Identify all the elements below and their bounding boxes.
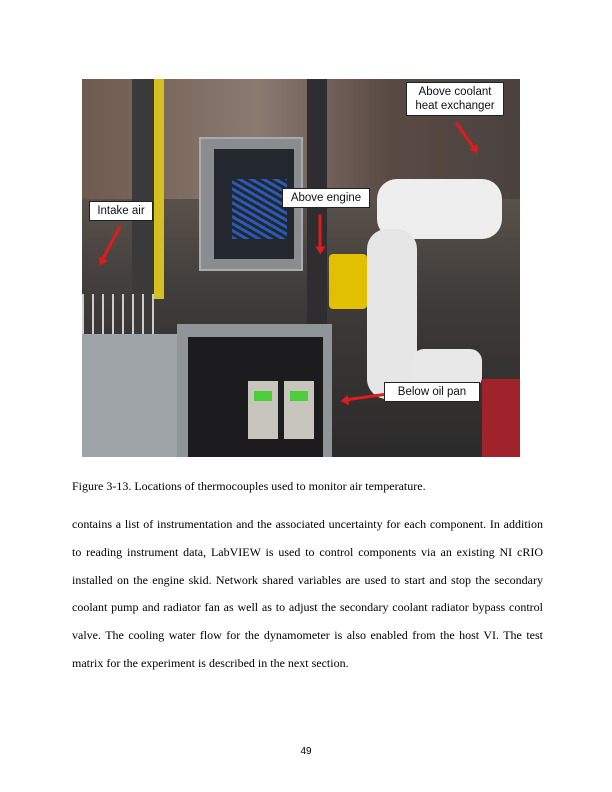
wires [232, 179, 287, 239]
arrow-intake [101, 226, 121, 261]
red-tank [482, 379, 520, 457]
label-above-coolant: Above coolant heat exchanger [406, 82, 504, 116]
figure-caption: Figure 3-13. Locations of thermocouples used to monitor air temperature. [72, 479, 426, 493]
thermocouple-locations-photo [82, 79, 520, 457]
arrow-engine [319, 215, 322, 249]
controller-module [248, 381, 278, 439]
cabinet-door [82, 334, 177, 457]
body-paragraph: contains a list of instrumentation and the associated uncertainty for each component. In addition to reading instrument data, LabVIEW is used to control components via an existing NI cRIO installed on the engine skid. Network shared variables are used to start and stop the secondary coolant pump and radiator fan as well as to adjust the secondary coolant radiator bypass control valve. The cooling water flow for the dynamometer is also enabled from the host VI. The test matrix for the experiment is described in the next section. [72, 517, 543, 670]
yellow-jug [329, 254, 367, 309]
label-above-engine: Above engine [282, 188, 370, 208]
insulation-wrap [367, 229, 417, 399]
yellow-pipe [154, 79, 164, 299]
controller-display [290, 391, 308, 401]
label-intake-air: Intake air [89, 201, 153, 221]
controller-display [254, 391, 272, 401]
label-below-oil-pan: Below oil pan [384, 382, 480, 402]
controller-module [284, 381, 314, 439]
page-number: 49 [300, 746, 312, 757]
